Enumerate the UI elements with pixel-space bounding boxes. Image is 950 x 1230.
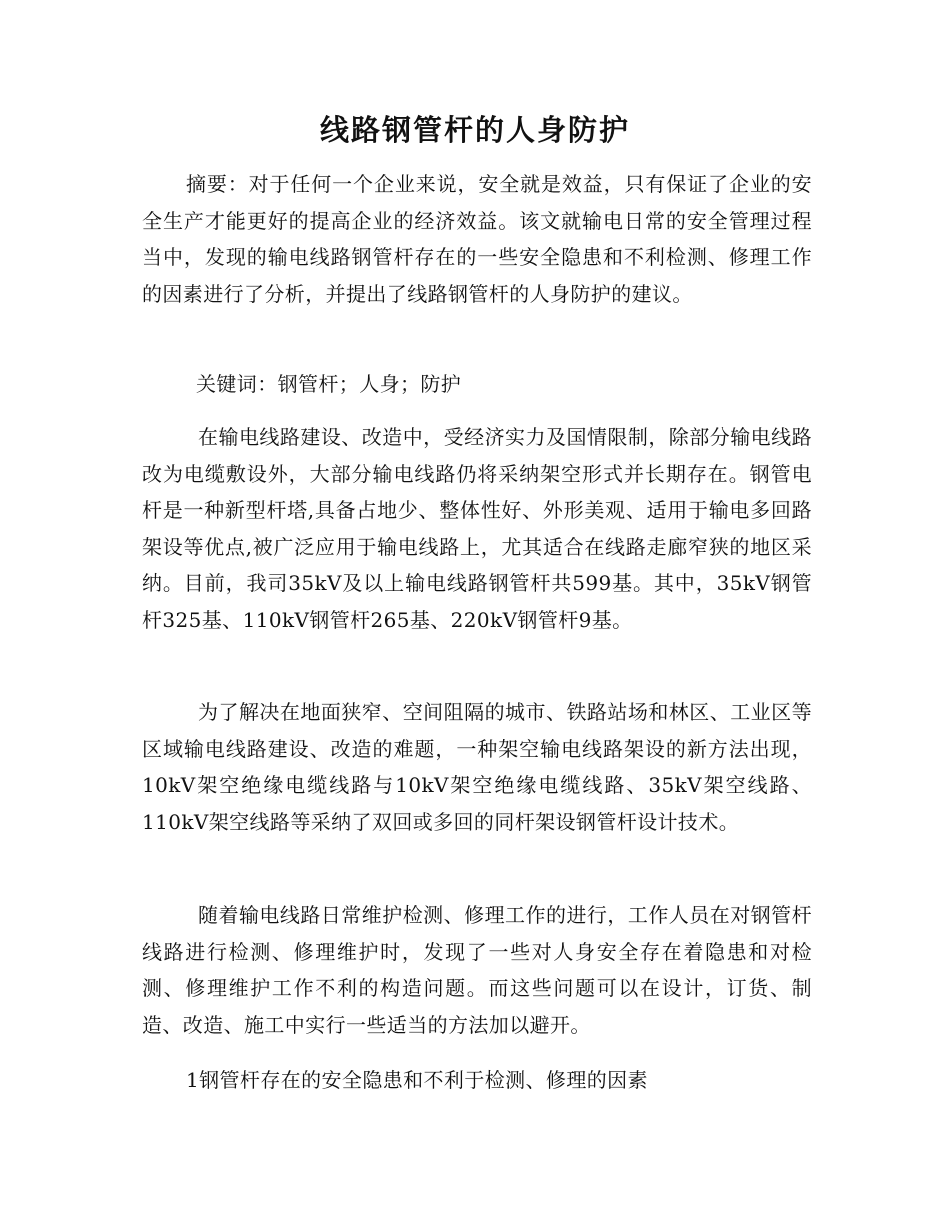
- body-paragraph-1: 在输电线路建设、改造中，受经济实力及国情限制，除部分输电线路改为电缆敷设外，大部分输电线路仍将采纳架空形式并长期存在。钢管电杆是一种新型杆塔,具备占地少、整体性好、外形美观、适用于输电多回路架设等优点,被广泛应用于输电线路上，尤其适合在线路走廊窄狭的地区采纳。目前，我司35kV及以上输电线路钢管杆共599基。其中，35kV钢管杆325基、110kV钢管杆265基、220kV钢管杆9基。: [142, 425, 812, 632]
- body-paragraph-3: 随着输电线路日常维护检测、修理工作的进行，工作人员在对钢管杆线路进行检测、修理维护时，发现了一些对人身安全存在着隐患和对检测、修理维护工作不利的构造问题。而这些问题可以在设计，订货、制造、改造、施工中实行一些适当的方法加以避开。: [142, 903, 812, 1037]
- abstract-paragraph: 摘要：对于任何一个企业来说，安全就是效益，只有保证了企业的安全生产才能更好的提高企业的经济效益。该文就输电日常的安全管理过程当中，发现的输电线路钢管杆存在的一些安全隐患和不利检测、修理工作的因素进行了分析，并提出了线路钢管杆的人身防护的建议。: [142, 172, 812, 306]
- section-heading-1: 1钢管杆存在的安全隐患和不利于检测、修理的因素: [186, 1068, 648, 1092]
- body-paragraph-2: 为了解决在地面狭窄、空间阻隔的城市、铁路站场和林区、工业区等区域输电线路建设、改造的难题，一种架空输电线路架设的新方法出现，10kV架空绝缘电缆线路与10kV架空绝缘电缆线路、35kV架空线路、110kV架空线路等采纳了双回或多回的同杆架设钢管杆设计技术。: [142, 700, 812, 834]
- keywords-line: 关键词：钢管杆；人身；防护: [196, 372, 462, 396]
- document-title: 线路钢管杆的人身防护: [319, 113, 630, 147]
